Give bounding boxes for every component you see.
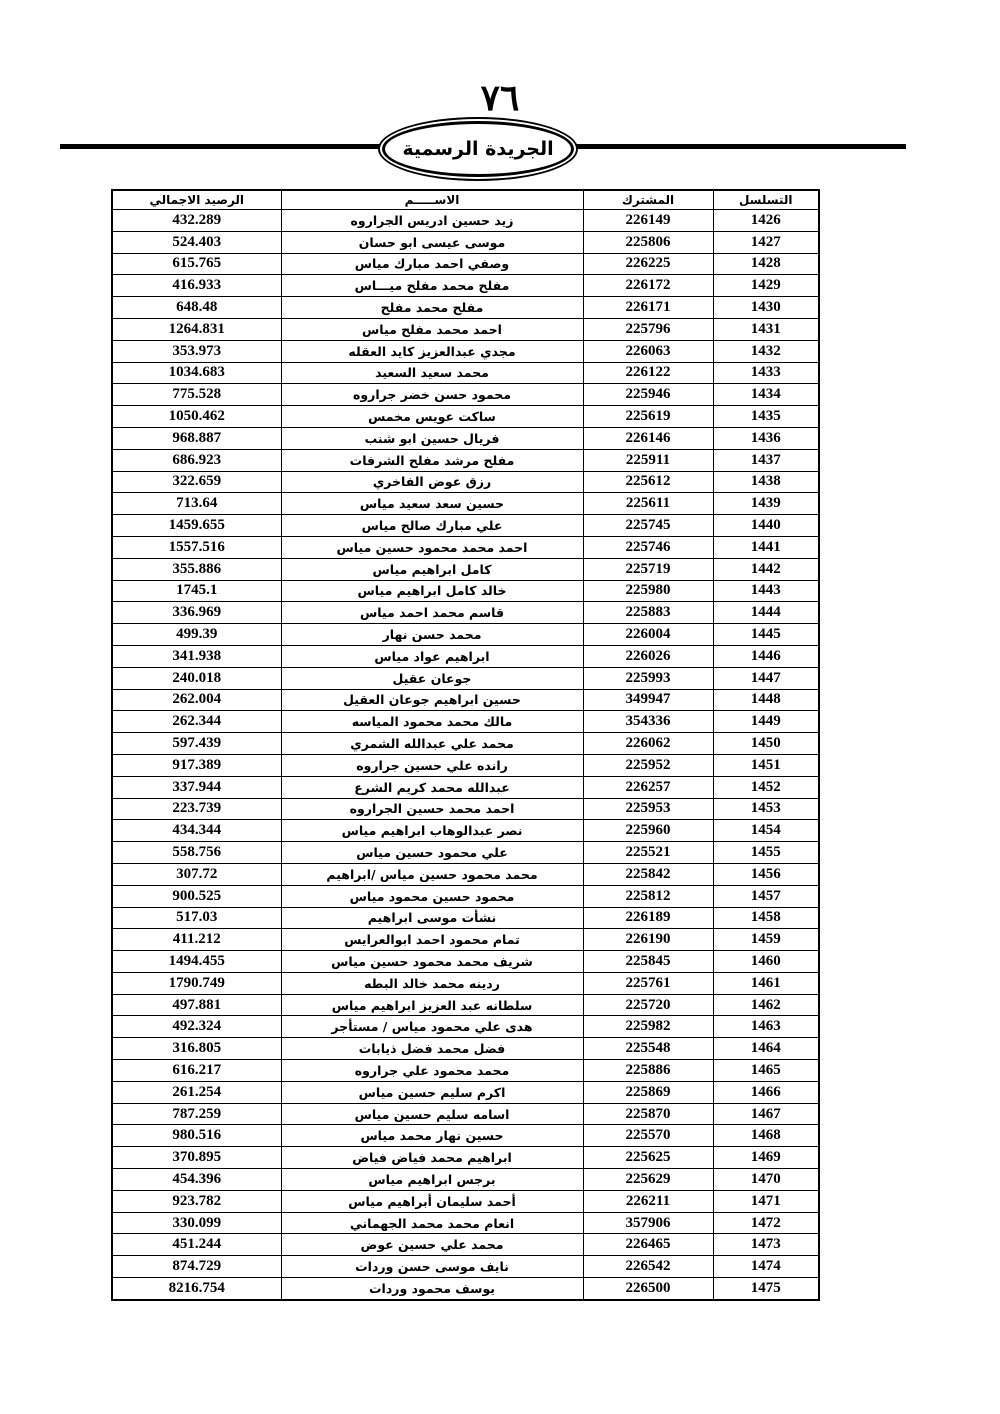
table-row	[112, 842, 819, 864]
subscriber-cell: 225719	[583, 558, 713, 580]
name-cell: زيد حسين ادريس الجراروه	[281, 210, 583, 232]
table-row	[112, 885, 819, 907]
serial-cell: 1460	[713, 951, 819, 973]
name-cell: حسين سعد سعيد مياس	[281, 493, 583, 515]
serial-cell: 1475	[713, 1278, 819, 1300]
name-cell: اسامه سليم حسين مياس	[281, 1103, 583, 1125]
table-row	[112, 1038, 819, 1060]
name-cell: حسين ابراهيم جوعان العقيل	[281, 689, 583, 711]
table-row	[112, 602, 819, 624]
serial-cell: 1466	[713, 1081, 819, 1103]
serial-cell: 1447	[713, 667, 819, 689]
balance-cell: 370.895	[112, 1147, 281, 1169]
serial-cell: 1455	[713, 842, 819, 864]
table-row	[112, 754, 819, 776]
balance-cell: 8216.754	[112, 1278, 281, 1300]
table-row	[112, 471, 819, 493]
subscriber-cell: 225842	[583, 863, 713, 885]
subscriber-cell: 226063	[583, 340, 713, 362]
table-body	[112, 210, 819, 1300]
serial-cell: 1463	[713, 1016, 819, 1038]
serial-cell: 1469	[713, 1147, 819, 1169]
subscriber-cell: 225911	[583, 449, 713, 471]
column-header-balance: الرصيد الاجمالي	[112, 190, 281, 210]
subscriber-cell: 226026	[583, 645, 713, 667]
serial-cell: 1426	[713, 210, 819, 232]
subscriber-cell: 225611	[583, 493, 713, 515]
table-row	[112, 297, 819, 319]
table-row	[112, 972, 819, 994]
page-number: ٧٦	[480, 77, 520, 119]
subscriber-cell: 357906	[583, 1212, 713, 1234]
table-row	[112, 798, 819, 820]
serial-cell: 1429	[713, 275, 819, 297]
balance-cell: 648.48	[112, 297, 281, 319]
subscriber-cell: 225946	[583, 384, 713, 406]
serial-cell: 1450	[713, 733, 819, 755]
name-cell: برجس ابراهيم مياس	[281, 1169, 583, 1191]
name-cell: رزق عوض الفاخري	[281, 471, 583, 493]
balance-cell: 1790.749	[112, 972, 281, 994]
subscriber-cell: 225629	[583, 1169, 713, 1191]
serial-cell: 1444	[713, 602, 819, 624]
balance-cell: 874.729	[112, 1256, 281, 1278]
table-row	[112, 406, 819, 428]
serial-cell: 1440	[713, 515, 819, 537]
subscriber-cell: 225993	[583, 667, 713, 689]
balance-cell: 262.004	[112, 689, 281, 711]
table-row	[112, 1278, 819, 1300]
serial-cell: 1472	[713, 1212, 819, 1234]
name-cell: محمد سعيد السعيد	[281, 362, 583, 384]
name-cell: احمد محمد محمود حسين مياس	[281, 536, 583, 558]
subscriber-cell: 225521	[583, 842, 713, 864]
balance-cell: 262.344	[112, 711, 281, 733]
serial-cell: 1441	[713, 536, 819, 558]
name-cell: احمد محمد حسين الجراروه	[281, 798, 583, 820]
subscriber-cell: 226225	[583, 253, 713, 275]
subscriber-cell: 225869	[583, 1081, 713, 1103]
serial-cell: 1433	[713, 362, 819, 384]
balance-cell: 336.969	[112, 602, 281, 624]
subscriber-cell: 226149	[583, 210, 713, 232]
table-row	[112, 1234, 819, 1256]
balance-cell: 240.018	[112, 667, 281, 689]
name-cell: مفلح مرشد مفلح الشرفات	[281, 449, 583, 471]
subscriber-cell: 225960	[583, 820, 713, 842]
balance-cell: 261.254	[112, 1081, 281, 1103]
balance-cell: 454.396	[112, 1169, 281, 1191]
balance-cell: 330.099	[112, 1212, 281, 1234]
table-row	[112, 318, 819, 340]
serial-cell: 1462	[713, 994, 819, 1016]
subscriber-cell: 226211	[583, 1190, 713, 1212]
balance-cell: 616.217	[112, 1060, 281, 1082]
subscriber-cell: 225982	[583, 1016, 713, 1038]
serial-cell: 1454	[713, 820, 819, 842]
serial-cell: 1427	[713, 231, 819, 253]
subscriber-cell: 226172	[583, 275, 713, 297]
subscriber-cell: 225883	[583, 602, 713, 624]
table-row	[112, 275, 819, 297]
name-cell: قاسم محمد احمد مياس	[281, 602, 583, 624]
subscriber-cell: 226542	[583, 1256, 713, 1278]
serial-cell: 1439	[713, 493, 819, 515]
name-cell: محمد علي حسين عوض	[281, 1234, 583, 1256]
name-cell: مجدي عبدالعزيز كايد العقله	[281, 340, 583, 362]
subscriber-cell: 226465	[583, 1234, 713, 1256]
name-cell: يوسف محمود وردات	[281, 1278, 583, 1300]
subscriber-cell: 226171	[583, 297, 713, 319]
subscriber-cell: 226122	[583, 362, 713, 384]
table-row	[112, 1103, 819, 1125]
table-row	[112, 994, 819, 1016]
balance-cell: 968.887	[112, 427, 281, 449]
balance-cell: 787.259	[112, 1103, 281, 1125]
table-row	[112, 384, 819, 406]
table-row	[112, 1169, 819, 1191]
serial-cell: 1467	[713, 1103, 819, 1125]
name-cell: علي مبارك صالح مياس	[281, 515, 583, 537]
name-cell: علي محمود حسين مياس	[281, 842, 583, 864]
serial-cell: 1461	[713, 972, 819, 994]
balance-cell: 923.782	[112, 1190, 281, 1212]
subscriber-cell: 226500	[583, 1278, 713, 1300]
table-row	[112, 1256, 819, 1278]
serial-cell: 1470	[713, 1169, 819, 1191]
serial-cell: 1436	[713, 427, 819, 449]
name-cell: انعام محمد محمد الجهماني	[281, 1212, 583, 1234]
name-cell: مالك محمد محمود المياسه	[281, 711, 583, 733]
table-row	[112, 733, 819, 755]
table-row	[112, 210, 819, 232]
table-row	[112, 231, 819, 253]
subscriber-cell: 226189	[583, 907, 713, 929]
name-cell: محمد محمود علي جراروه	[281, 1060, 583, 1082]
balance-cell: 492.324	[112, 1016, 281, 1038]
table-row	[112, 951, 819, 973]
name-cell: مفلح محمد مفلح ميـــاس	[281, 275, 583, 297]
table-row	[112, 449, 819, 471]
table-row	[112, 1190, 819, 1212]
table-row	[112, 515, 819, 537]
table-row	[112, 536, 819, 558]
balance-cell: 1459.655	[112, 515, 281, 537]
table-row	[112, 1060, 819, 1082]
balance-cell: 307.72	[112, 863, 281, 885]
table-row	[112, 863, 819, 885]
balance-cell: 223.739	[112, 798, 281, 820]
serial-cell: 1456	[713, 863, 819, 885]
table-row	[112, 689, 819, 711]
column-header-subscriber: المشترك	[583, 190, 713, 210]
serial-cell: 1452	[713, 776, 819, 798]
serial-cell: 1428	[713, 253, 819, 275]
serial-cell: 1437	[713, 449, 819, 471]
name-cell: محمد محمود حسين مياس /ابراهيم	[281, 863, 583, 885]
balance-cell: 1034.683	[112, 362, 281, 384]
serial-cell: 1446	[713, 645, 819, 667]
balance-cell: 1264.831	[112, 318, 281, 340]
name-cell: سلطانه عبد العزيز ابراهيم مياس	[281, 994, 583, 1016]
name-cell: ردينه محمد خالد البطه	[281, 972, 583, 994]
balance-cell: 1050.462	[112, 406, 281, 428]
balance-cell: 713.64	[112, 493, 281, 515]
name-cell: ساكت عويس مخمس	[281, 406, 583, 428]
name-cell: هدى علي محمود مياس / مستأجر	[281, 1016, 583, 1038]
subscriber-cell: 225812	[583, 885, 713, 907]
balance-cell: 451.244	[112, 1234, 281, 1256]
table-row	[112, 907, 819, 929]
name-cell: فضل محمد فضل ذيابات	[281, 1038, 583, 1060]
subscriber-cell: 225886	[583, 1060, 713, 1082]
subscriber-cell: 354336	[583, 711, 713, 733]
table-row	[112, 645, 819, 667]
name-cell: فريال حسين ابو شنب	[281, 427, 583, 449]
name-cell: أحمد سليمان أبراهيم مياس	[281, 1190, 583, 1212]
table-row	[112, 362, 819, 384]
serial-cell: 1471	[713, 1190, 819, 1212]
serial-cell: 1458	[713, 907, 819, 929]
table-row	[112, 667, 819, 689]
name-cell: محمد علي عبدالله الشمري	[281, 733, 583, 755]
serial-cell: 1464	[713, 1038, 819, 1060]
balance-cell: 1494.455	[112, 951, 281, 973]
balance-cell: 775.528	[112, 384, 281, 406]
serial-cell: 1435	[713, 406, 819, 428]
balance-cell: 355.886	[112, 558, 281, 580]
publication-title: الجريدة الرسمية	[402, 138, 554, 160]
subscriber-cell: 226257	[583, 776, 713, 798]
name-cell: حسين نهار محمد مياس	[281, 1125, 583, 1147]
serial-cell: 1473	[713, 1234, 819, 1256]
balance-cell: 597.439	[112, 733, 281, 755]
balance-cell: 686.923	[112, 449, 281, 471]
serial-cell: 1445	[713, 624, 819, 646]
serial-cell: 1453	[713, 798, 819, 820]
table-row	[112, 1081, 819, 1103]
name-cell: محمود حسين محمود مياس	[281, 885, 583, 907]
balance-cell: 497.881	[112, 994, 281, 1016]
table-row	[112, 929, 819, 951]
serial-cell: 1474	[713, 1256, 819, 1278]
balance-cell: 353.973	[112, 340, 281, 362]
name-cell: مفلح محمد مفلح	[281, 297, 583, 319]
serial-cell: 1451	[713, 754, 819, 776]
publication-title-oval	[382, 121, 574, 177]
subscriber-balance-table	[111, 189, 820, 1301]
serial-cell: 1443	[713, 580, 819, 602]
balance-cell: 416.933	[112, 275, 281, 297]
subscriber-cell: 225980	[583, 580, 713, 602]
subscriber-cell: 225625	[583, 1147, 713, 1169]
balance-cell: 900.525	[112, 885, 281, 907]
table-row	[112, 1212, 819, 1234]
subscriber-cell: 225720	[583, 994, 713, 1016]
name-cell: نايف موسى حسن وردات	[281, 1256, 583, 1278]
balance-cell: 432.289	[112, 210, 281, 232]
serial-cell: 1459	[713, 929, 819, 951]
serial-cell: 1442	[713, 558, 819, 580]
serial-cell: 1432	[713, 340, 819, 362]
serial-cell: 1431	[713, 318, 819, 340]
subscriber-cell: 226146	[583, 427, 713, 449]
subscriber-cell: 225612	[583, 471, 713, 493]
balance-cell: 980.516	[112, 1125, 281, 1147]
name-cell: ابراهيم عواد مياس	[281, 645, 583, 667]
table-row	[112, 493, 819, 515]
subscriber-cell: 225845	[583, 951, 713, 973]
table-header-row	[112, 190, 819, 210]
balance-cell: 499.39	[112, 624, 281, 646]
balance-cell: 917.389	[112, 754, 281, 776]
column-header-serial: التسلسل	[713, 190, 819, 210]
name-cell: احمد محمد مفلح مياس	[281, 318, 583, 340]
balance-cell: 316.805	[112, 1038, 281, 1060]
balance-cell: 322.659	[112, 471, 281, 493]
subscriber-cell: 226190	[583, 929, 713, 951]
balance-cell: 1557.516	[112, 536, 281, 558]
subscriber-cell: 225870	[583, 1103, 713, 1125]
name-cell: ابراهيم محمد فياض فياض	[281, 1147, 583, 1169]
table-row	[112, 340, 819, 362]
name-cell: جوعان عقيل	[281, 667, 583, 689]
balance-cell: 434.344	[112, 820, 281, 842]
name-cell: كامل ابراهيم مياس	[281, 558, 583, 580]
table-row	[112, 427, 819, 449]
serial-cell: 1438	[713, 471, 819, 493]
balance-cell: 517.03	[112, 907, 281, 929]
serial-cell: 1468	[713, 1125, 819, 1147]
name-cell: نشأت موسى ابراهيم	[281, 907, 583, 929]
table-row	[112, 776, 819, 798]
balance-cell: 337.944	[112, 776, 281, 798]
serial-cell: 1465	[713, 1060, 819, 1082]
balance-cell: 524.403	[112, 231, 281, 253]
serial-cell: 1434	[713, 384, 819, 406]
table-row	[112, 820, 819, 842]
name-cell: تمام محمود احمد ابوالعرايس	[281, 929, 583, 951]
balance-cell: 615.765	[112, 253, 281, 275]
table-row	[112, 711, 819, 733]
name-cell: وصفي احمد مبارك مياس	[281, 253, 583, 275]
subscriber-cell: 225745	[583, 515, 713, 537]
name-cell: رانده علي حسين جراروه	[281, 754, 583, 776]
subscriber-cell: 225806	[583, 231, 713, 253]
subscriber-cell: 225952	[583, 754, 713, 776]
serial-cell: 1448	[713, 689, 819, 711]
subscriber-cell: 225548	[583, 1038, 713, 1060]
name-cell: موسى عيسى ابو حسان	[281, 231, 583, 253]
table-row	[112, 1016, 819, 1038]
subscriber-cell: 225746	[583, 536, 713, 558]
subscriber-cell: 225796	[583, 318, 713, 340]
name-cell: خالد كامل ابراهيم مياس	[281, 580, 583, 602]
subscriber-cell: 226004	[583, 624, 713, 646]
serial-cell: 1449	[713, 711, 819, 733]
name-cell: محمد حسن نهار	[281, 624, 583, 646]
name-cell: اكرم سليم حسين مياس	[281, 1081, 583, 1103]
name-cell: عبدالله محمد كريم الشرع	[281, 776, 583, 798]
name-cell: نصر عبدالوهاب ابراهيم مياس	[281, 820, 583, 842]
name-cell: محمود حسن خضر جراروه	[281, 384, 583, 406]
subscriber-cell: 349947	[583, 689, 713, 711]
subscriber-cell: 226062	[583, 733, 713, 755]
balance-cell: 1745.1	[112, 580, 281, 602]
subscriber-cell: 225953	[583, 798, 713, 820]
subscriber-cell: 225761	[583, 972, 713, 994]
subscriber-cell: 225570	[583, 1125, 713, 1147]
serial-cell: 1430	[713, 297, 819, 319]
column-header-name: الاســـــم	[281, 190, 583, 210]
table-row	[112, 558, 819, 580]
table-row	[112, 1147, 819, 1169]
balance-cell: 341.938	[112, 645, 281, 667]
subscriber-cell: 225619	[583, 406, 713, 428]
table-row	[112, 580, 819, 602]
balance-cell: 558.756	[112, 842, 281, 864]
name-cell: شريف محمد محمود حسين مياس	[281, 951, 583, 973]
balance-cell: 411.212	[112, 929, 281, 951]
table-row	[112, 1125, 819, 1147]
serial-cell: 1457	[713, 885, 819, 907]
table-row	[112, 253, 819, 275]
table-row	[112, 624, 819, 646]
